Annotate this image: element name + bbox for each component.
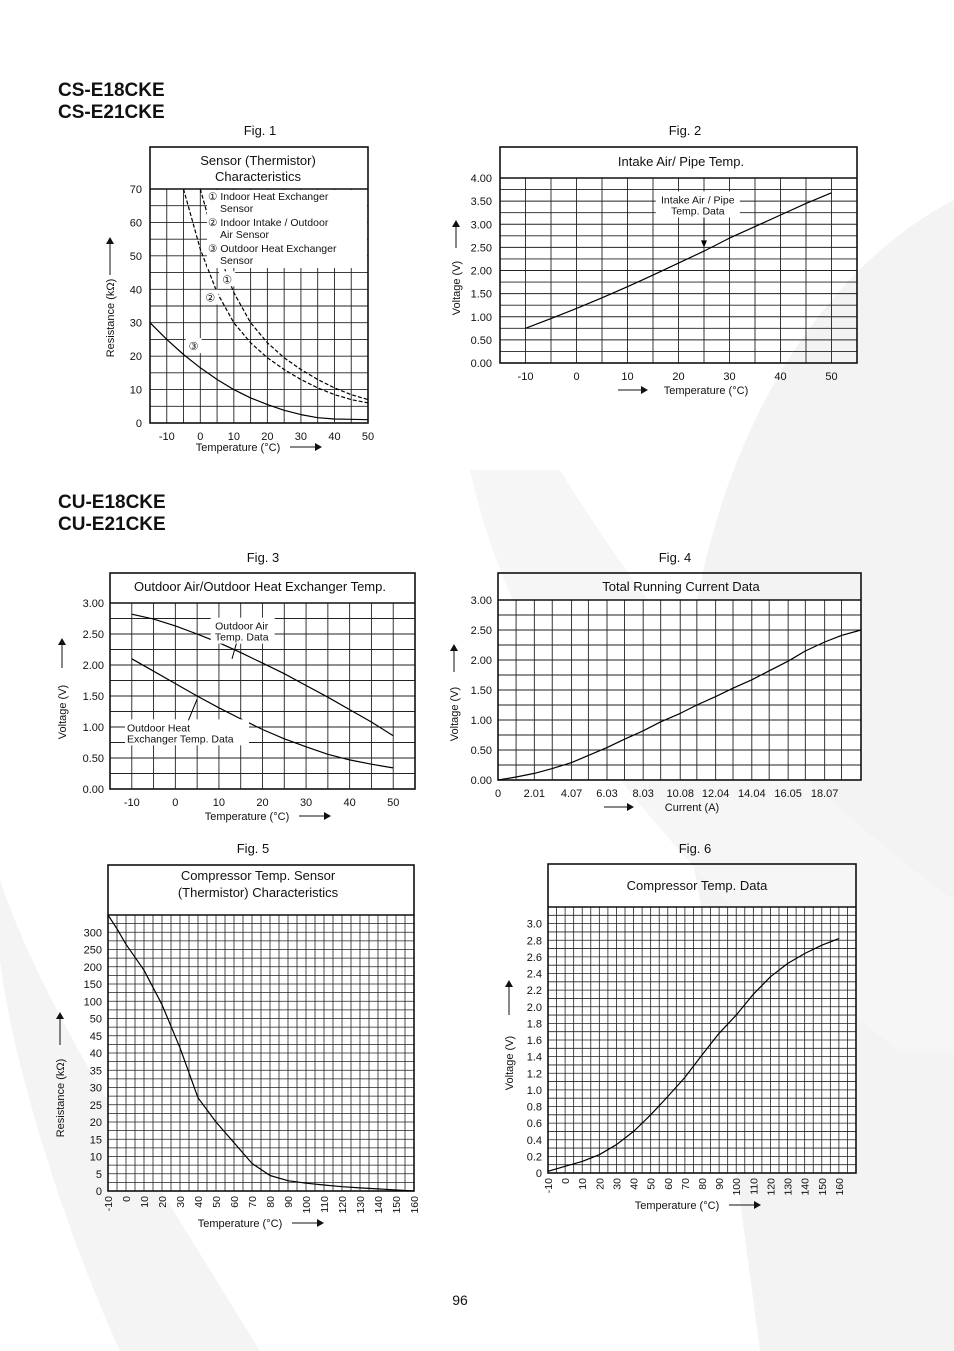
fig4-xtick-label: 0 xyxy=(494,788,502,800)
fig6-xtick-label: 10 xyxy=(577,1178,590,1190)
fig6-ytick-label: 0.2 xyxy=(526,1151,542,1164)
fig2-ytick-label: 0.50 xyxy=(470,334,492,347)
fig2-xlabel-arrowhead xyxy=(641,386,648,394)
fig5-ytick-label: 0 xyxy=(95,1186,102,1198)
fig1-ytick-label: 40 xyxy=(129,284,142,297)
fig1-curve-marker: ① xyxy=(222,274,233,287)
fig5-ytick-label: 35 xyxy=(89,1065,102,1078)
fig1-ylabel: Resistance (kΩ) xyxy=(105,278,117,358)
outdoor-model-line2: CU-E21CKE xyxy=(58,514,166,535)
fig1-legend-entry-sub: Air Sensor xyxy=(220,229,270,241)
fig1-ytick-label: 10 xyxy=(129,384,142,397)
fig6-ytick-label: 1.4 xyxy=(526,1051,542,1064)
fig6-xlabel: Temperature (°C) xyxy=(634,1200,720,1212)
fig1-xtick-label: -10 xyxy=(158,431,175,443)
fig2-ytick-label: 2.00 xyxy=(470,265,492,278)
fig1-xtick-label: 30 xyxy=(294,431,308,443)
fig2-title-line1: Intake Air/ Pipe Temp. xyxy=(617,154,745,169)
fig1-curve-marker: ② xyxy=(205,292,216,305)
fig1-series-3-line xyxy=(150,323,368,420)
fig4-figure-label: Fig. 4 xyxy=(658,550,692,565)
fig2-ytick-label: 0.00 xyxy=(470,358,492,370)
fig2-ytick-label: 1.50 xyxy=(470,288,492,301)
fig2-ytick-label: 4.00 xyxy=(470,173,492,185)
fig2-xtick-label: -10 xyxy=(517,371,534,383)
fig3-annotation1-line1: Outdoor Air xyxy=(215,620,269,633)
fig2-ytick-label: 1.00 xyxy=(470,311,492,324)
fig5-xtick-label: 120 xyxy=(337,1196,349,1214)
fig3-xtick-label: 30 xyxy=(299,797,313,809)
fig6-xtick-label: 140 xyxy=(799,1178,812,1196)
fig3-xtick-label: 0 xyxy=(172,797,179,809)
fig1-xtick-label: 10 xyxy=(227,431,240,443)
fig6-xtick-label: 30 xyxy=(611,1178,624,1190)
fig5-xlabel: Temperature (°C) xyxy=(197,1218,283,1230)
fig5-title-line2: (Thermistor) Characteristics xyxy=(177,885,339,900)
fig3-figure-label: Fig. 3 xyxy=(246,550,280,565)
fig6-ytick-label: 1.2 xyxy=(526,1068,542,1081)
fig2-xtick-label: 10 xyxy=(621,371,634,383)
fig4-xtick-label: 2.01 xyxy=(523,788,546,800)
fig2-ytick-label: 3.50 xyxy=(470,196,492,209)
fig1-ytick-label: 50 xyxy=(129,250,142,263)
fig6-xtick-label: 0 xyxy=(560,1178,573,1184)
indoor-model-line2: CS-E21CKE xyxy=(58,102,165,123)
fig5-xtick-label: -10 xyxy=(103,1196,115,1212)
fig3-annotation1-line2: Temp. Data xyxy=(214,631,269,644)
fig6-xlabel-arrowhead xyxy=(754,1201,761,1209)
fig5-ytick-label: 200 xyxy=(83,961,102,974)
outdoor-model-line1: CU-E18CKE xyxy=(58,492,166,513)
fig1-title-line2: Characteristics xyxy=(215,169,301,184)
fig4-xtick-label: 14.04 xyxy=(738,788,766,800)
fig1-chart xyxy=(105,123,374,454)
fig2-ytick-label: 3.00 xyxy=(470,219,492,232)
fig2-ylabel: Voltage (V) xyxy=(451,260,463,316)
fig5-ytick-label: 40 xyxy=(89,1048,102,1060)
fig4-ytick-label: 0.00 xyxy=(470,775,492,787)
fig5-ytick-label: 45 xyxy=(89,1030,102,1043)
fig6-ytick-label: 1.0 xyxy=(526,1084,542,1097)
fig1-ytick-label: 30 xyxy=(129,317,142,330)
fig5-xtick-label: 90 xyxy=(283,1196,295,1208)
fig1-ytick-label: 60 xyxy=(129,217,142,230)
fig5-xtick-label: 50 xyxy=(211,1196,223,1208)
fig5-xtick-label: 10 xyxy=(139,1196,151,1208)
fig4-xtick-label: 10.08 xyxy=(666,788,694,800)
fig6-ytick-label: 2.2 xyxy=(526,985,542,998)
fig1-title-line1: Sensor (Thermistor) xyxy=(200,153,316,168)
indoor-model-line1: CS-E18CKE xyxy=(58,80,165,101)
fig1-ylabel-arrowhead xyxy=(106,237,114,244)
fig5-xtick-label: 140 xyxy=(373,1196,385,1214)
fig6-ytick-label: 1.8 xyxy=(526,1018,542,1031)
fig4-ytick-label: 2.00 xyxy=(470,655,492,667)
fig6-xtick-label: 150 xyxy=(816,1178,829,1196)
fig6-xtick-label: 80 xyxy=(697,1178,709,1190)
fig3-annotation2-line2: Exchanger Temp. Data xyxy=(127,733,234,746)
fig1-xtick-label: 50 xyxy=(361,431,375,443)
fig1-figure-label: Fig. 1 xyxy=(243,123,277,138)
fig6-xtick-label: 90 xyxy=(714,1178,727,1190)
fig2-xtick-label: 0 xyxy=(573,371,580,383)
fig1-legend-entry: ③ Outdoor Heat Exchanger xyxy=(208,243,337,255)
fig2-figure-label: Fig. 2 xyxy=(668,123,702,138)
fig5-ytick-label: 50 xyxy=(89,1013,102,1026)
fig5-xtick-label: 100 xyxy=(301,1196,313,1214)
fig5-ytick-label: 300 xyxy=(83,927,102,940)
fig2-annotation-arrowhead xyxy=(701,240,707,247)
fig6-xtick-label: 130 xyxy=(782,1178,795,1196)
fig5-xtick-label: 160 xyxy=(409,1196,421,1214)
fig3-chart xyxy=(57,550,415,823)
fig4-xtick-label: 12.04 xyxy=(701,788,730,800)
fig6-xtick-label: 40 xyxy=(628,1178,641,1190)
fig5-ytick-label: 250 xyxy=(83,944,102,957)
fig6-xtick-label: 110 xyxy=(748,1178,761,1195)
fig5-ytick-label: 25 xyxy=(89,1099,102,1112)
fig3-xlabel-arrowhead xyxy=(324,812,331,820)
fig5-ytick-label: 10 xyxy=(89,1151,102,1164)
fig5-ytick-label: 5 xyxy=(95,1168,102,1181)
fig3-annotation1-pointer xyxy=(232,644,236,659)
fig6-ytick-label: 2.6 xyxy=(526,951,542,964)
fig6-chart xyxy=(504,841,856,1212)
fig5-chart xyxy=(55,841,421,1230)
fig3-ytick-label: 2.00 xyxy=(82,660,104,672)
fig2-xtick-label: 40 xyxy=(774,371,787,383)
fig4-ylabel: Voltage (V) xyxy=(449,686,461,742)
fig3-ytick-label: 0.00 xyxy=(82,784,104,796)
fig6-ytick-label: 0 xyxy=(535,1168,542,1180)
fig2-xlabel: Temperature (°C) xyxy=(663,385,749,397)
fig1-xtick-label: 0 xyxy=(197,431,204,443)
fig2-ylabel-arrowhead xyxy=(452,220,460,227)
fig3-xlabel: Temperature (°C) xyxy=(204,811,290,823)
fig6-ytick-label: 0.6 xyxy=(526,1118,542,1131)
fig2-chart xyxy=(451,123,857,397)
fig4-xlabel: Current (A) xyxy=(664,802,720,814)
fig6-ytick-label: 0.4 xyxy=(526,1134,542,1147)
fig4-ytick-label: 2.50 xyxy=(470,625,492,637)
fig5-ytick-label: 15 xyxy=(89,1134,102,1147)
fig6-xtick-label: 100 xyxy=(731,1178,744,1196)
fig4-xtick-label: 6.03 xyxy=(596,788,618,800)
fig6-ylabel-arrowhead xyxy=(505,980,513,987)
fig4-xtick-label: 4.07 xyxy=(560,788,583,800)
fig4-xtick-label: 18.07 xyxy=(810,788,839,800)
fig4-xtick-label: 16.05 xyxy=(774,788,802,800)
fig2-ytick-label: 2.50 xyxy=(470,242,492,255)
fig5-ytick-label: 100 xyxy=(83,996,102,1009)
fig5-xtick-label: 0 xyxy=(121,1196,133,1202)
fig1-legend-entry: ① Indoor Heat Exchanger xyxy=(208,191,329,203)
fig6-ytick-label: 2.0 xyxy=(526,1001,542,1014)
fig3-ytick-label: 2.50 xyxy=(82,629,104,641)
fig1-xlabel-arrowhead xyxy=(315,443,322,451)
fig5-xtick-label: 80 xyxy=(265,1196,277,1208)
fig6-figure-label: Fig. 6 xyxy=(678,841,712,856)
fig5-title-line1: Compressor Temp. Sensor xyxy=(180,868,336,883)
fig5-xtick-label: 40 xyxy=(193,1196,205,1208)
fig5-xlabel-arrowhead xyxy=(317,1219,324,1227)
fig4-title-line1: Total Running Current Data xyxy=(602,579,760,594)
fig3-xtick-label: 20 xyxy=(256,797,269,809)
page-number: 96 xyxy=(452,1292,468,1308)
fig3-xtick-label: -10 xyxy=(123,797,140,809)
fig1-xtick-label: 20 xyxy=(261,431,274,443)
fig3-ytick-label: 1.00 xyxy=(82,722,104,734)
fig2-xtick-label: 50 xyxy=(825,371,838,383)
fig3-title-line1: Outdoor Air/Outdoor Heat Exchanger Temp. xyxy=(134,579,386,594)
fig1-xlabel: Temperature (°C) xyxy=(195,442,281,454)
fig6-ytick-label: 2.8 xyxy=(526,935,542,948)
fig5-xtick-label: 130 xyxy=(355,1196,367,1214)
fig3-ytick-label: 3.00 xyxy=(82,598,104,610)
fig5-xtick-label: 150 xyxy=(391,1196,403,1214)
fig4-xtick-label: 8.03 xyxy=(632,788,654,800)
fig1-legend-entry-sub: Sensor xyxy=(220,255,254,267)
fig6-ytick-label: 2.4 xyxy=(526,968,542,981)
fig6-ylabel: Voltage (V) xyxy=(504,1035,516,1091)
fig3-ylabel-arrowhead xyxy=(58,638,66,645)
fig6-ytick-label: 0.8 xyxy=(526,1101,542,1114)
fig2-xtick-label: 30 xyxy=(723,371,736,383)
fig6-xtick-label: 160 xyxy=(833,1178,846,1196)
fig3-annotation2-line1: Outdoor Heat xyxy=(127,722,191,735)
fig3-ytick-label: 0.50 xyxy=(82,753,104,765)
fig3-xtick-label: 50 xyxy=(387,797,400,809)
fig6-title-line1: Compressor Temp. Data xyxy=(626,878,768,893)
fig2-xtick-label: 20 xyxy=(672,371,685,383)
fig6-xtick-label: 120 xyxy=(765,1178,778,1196)
fig5-figure-label: Fig. 5 xyxy=(236,841,270,856)
fig1-ytick-label: 70 xyxy=(129,184,142,196)
fig4-ytick-label: 3.00 xyxy=(470,595,492,607)
fig3-xtick-label: 10 xyxy=(212,797,226,809)
fig6-xtick-label: 70 xyxy=(679,1178,692,1190)
fig1-xtick-label: 40 xyxy=(328,431,341,443)
fig5-ytick-label: 30 xyxy=(89,1082,102,1095)
fig6-xtick-label: 20 xyxy=(594,1178,607,1190)
fig4-ylabel-arrowhead xyxy=(450,644,458,651)
fig4-ytick-label: 1.00 xyxy=(470,715,492,727)
fig1-curve-marker: ③ xyxy=(188,341,199,354)
fig3-annotation2-pointer xyxy=(188,699,197,720)
fig5-xtick-label: 70 xyxy=(247,1196,259,1208)
fig4-ytick-label: 1.50 xyxy=(470,685,492,697)
fig5-xtick-label: 60 xyxy=(229,1196,241,1208)
fig6-ytick-label: 3.0 xyxy=(526,918,542,931)
fig1-ytick-label: 20 xyxy=(129,351,142,364)
fig3-xtick-label: 40 xyxy=(343,797,356,809)
fig5-xtick-label: 20 xyxy=(157,1196,169,1208)
fig4-ytick-label: 0.50 xyxy=(470,745,492,757)
fig3-ylabel: Voltage (V) xyxy=(57,684,69,740)
fig2-annotation-line2: Temp. Data xyxy=(670,205,725,218)
fig5-ylabel: Resistance (kΩ) xyxy=(55,1058,67,1138)
fig4-chart xyxy=(449,550,861,814)
fig6-ytick-label: 1.6 xyxy=(526,1035,542,1047)
fig1-legend-entry: ② Indoor Intake / Outdoor xyxy=(208,217,329,229)
fig3-ytick-label: 1.50 xyxy=(82,691,104,703)
fig1-legend-entry-sub: Sensor xyxy=(220,203,254,215)
fig6-xtick-label: 60 xyxy=(662,1178,675,1190)
fig5-xtick-label: 110 xyxy=(319,1196,331,1213)
fig5-xtick-label: 30 xyxy=(175,1196,187,1208)
fig1-ytick-label: 0 xyxy=(135,418,142,430)
fig6-xtick-label: -10 xyxy=(543,1178,555,1194)
fig5-ylabel-arrowhead xyxy=(56,1012,64,1019)
fig5-ytick-label: 150 xyxy=(83,979,102,991)
fig4-xlabel-arrowhead xyxy=(627,803,634,811)
fig5-ytick-label: 20 xyxy=(89,1117,102,1129)
fig2-annotation-line1: Intake Air / Pipe xyxy=(661,194,735,207)
fig6-xtick-label: 50 xyxy=(645,1178,658,1190)
